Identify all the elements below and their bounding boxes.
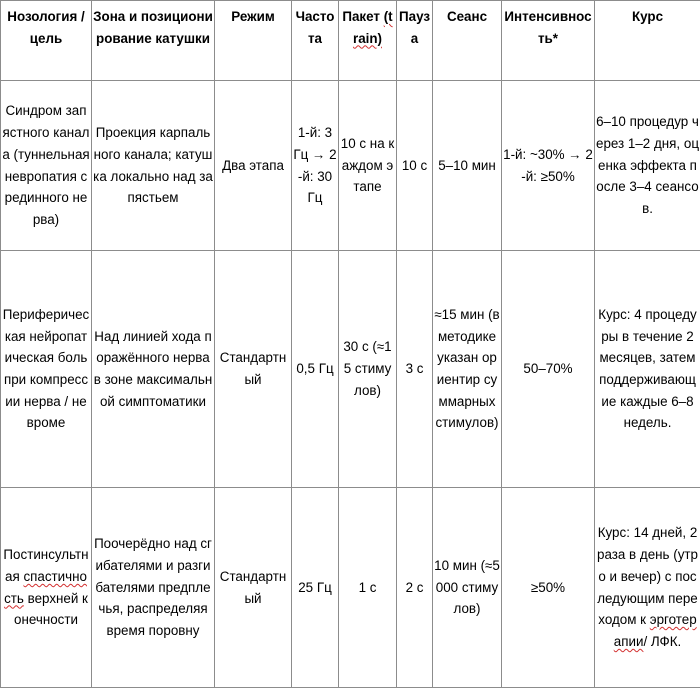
cell-nosology [1,488,92,688]
cell-course: Курс: 4 процедуры в течение 2 месяцев, затем поддерживающие каждые 6–8 недель. [595,251,700,488]
cell-mode: Стандартный [215,251,292,488]
cell-train: 10 с на каждом этапе [339,81,397,251]
cell-intensity: 1-й: ~30% → 2-й: ≥50% [502,81,595,251]
cell-course: 6–10 процедур через 1–2 дня, оценка эффекта после 3–4 сеансов. [595,81,700,251]
cell-session: 10 мин (≈5000 стимулов) [433,488,502,688]
cell-train: 30 с (≈15 стимулов) [339,251,397,488]
header-frequency: Частота [292,1,339,81]
nosology-part-1: Постинсультная [3,547,89,584]
cell-course [595,488,700,688]
cell-zone: Поочерёдно над сгибателями и разгибателями предплечья, распределяя время поровну [92,488,215,688]
cell-mode: Стандартный [215,488,292,688]
nosology-spellcheck-word: спастичность [4,568,87,606]
table-row [1,251,700,488]
cell-mode: Два этапа [215,81,292,251]
table-row [1,81,700,251]
cell-nosology: Синдром запястного канала (туннельная невропатия срединного нерва) [1,81,92,251]
nosology-part-2: верхней конечности [14,590,88,628]
cell-zone: Проекция карпального канала; катушка локально над запястьем [92,81,215,251]
cell-intensity: ≥50% [502,488,595,688]
header-train-word: Пакет [342,9,380,24]
header-mode: Режим [215,1,292,81]
cell-nosology: Периферическая нейропатическая боль при компрессии нерва / невроме [1,251,92,488]
cell-pause: 2 с [397,488,433,688]
header-session: Сеанс [433,1,502,81]
header-train-spellcheck: (train) [352,9,393,46]
course-spellcheck-word: эрготерапии [613,612,697,649]
cell-pause: 3 с [397,251,433,488]
table-header-row [1,1,700,81]
cell-session: ≈15 мин (в методике указан ориентир суммарных стимулов) [433,251,502,488]
cell-frequency: 0,5 Гц [292,251,339,488]
table-row [1,488,700,688]
header-train [339,1,397,81]
cell-frequency: 25 Гц [292,488,339,688]
header-intensity: Интенсивность* [502,1,595,81]
header-zone: Зона и позиционирование катушки [92,1,215,81]
cell-pause: 10 с [397,81,433,251]
course-part-1: Курс: 14 дней, 2 раза в день (утро и вечер) с последующим переходом к [597,525,698,628]
header-course: Курс [595,1,700,81]
header-nosology: Нозология / цель [1,1,92,81]
cell-zone: Над линией хода поражённого нерва в зоне максимальной симптоматики [92,251,215,488]
course-part-2: / ЛФК. [643,633,682,649]
cell-frequency: 1-й: 3 Гц → 2-й: 30 Гц [292,81,339,251]
cell-train: 1 с [339,488,397,688]
cell-session: 5–10 мин [433,81,502,251]
cell-intensity: 50–70% [502,251,595,488]
header-pause: Пауза [397,1,433,81]
